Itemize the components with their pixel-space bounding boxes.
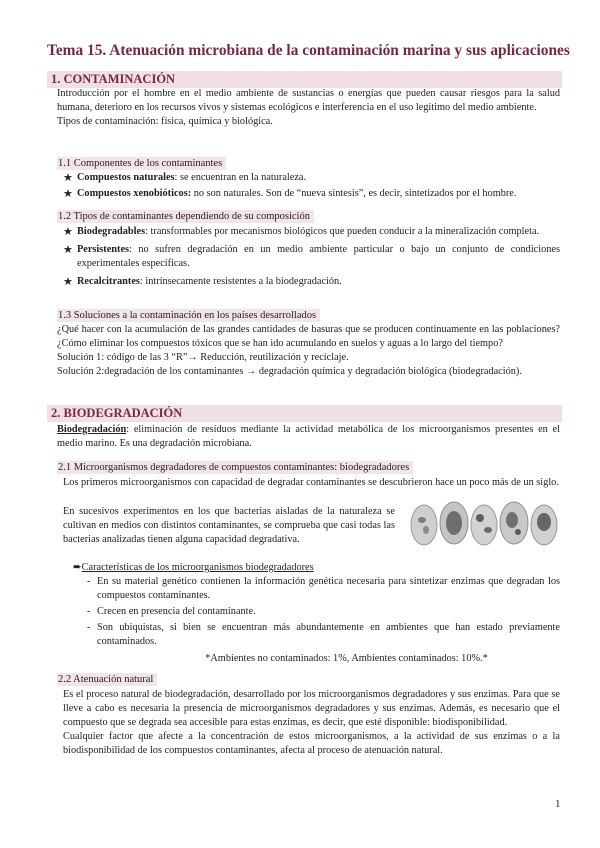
section-2-1-p1: Los primeros microorganismos con capacidad de degradar contaminantes se descubrieron hace un poco más de un siglo.: [63, 477, 559, 488]
subsection-heading-1-1: 1.1 Componentes de los contaminantes: [57, 157, 226, 170]
definition-paragraph: Biodegradación: eliminación de residuos mediante la actividad metabólica de los microorganismos presentes en el medio marino. Es una degradación microbiana.: [57, 424, 560, 449]
section-2-2-body: [63, 688, 560, 758]
list-1-2: [63, 225, 560, 289]
dash-icon: -: [87, 576, 91, 587]
list-item: ★ Compuestos naturales: se encuentran en la naturaleza.: [63, 172, 307, 184]
subsection-heading-2-2: 2.2 Atenuación natural: [57, 673, 157, 686]
paragraph: Cualquier factor que afecte a la concentración de estos microorganismos, a la actividad de sus enzimas o a la biodisponibilidad de los compuestos contaminantes, afecta al proceso de atenuación natural.: [63, 731, 560, 756]
paragraph: ¿Qué hacer con la acumulación de las grandes cantidades de basuras que se producen continuamente en las poblaciones? ¿Cómo eliminar los compuestos tóxicos que se han ido acumulando en suelos y aguas a lo largo del tiempo?: [57, 324, 560, 349]
term: Biodegradables: [77, 226, 146, 237]
paragraph: Solución 1: código de las 3 “R”→ Reducción, reutilización y reciclaje.: [57, 352, 349, 363]
star-icon: ★: [63, 172, 73, 184]
characteristics-block: [73, 561, 560, 666]
definition-term: Biodegradación: [57, 424, 127, 435]
subsection-heading-1-3: 1.3 Soluciones a la contaminación en los países desarrollados: [57, 309, 320, 322]
star-icon: ★: [63, 276, 73, 288]
paragraph: Solución 2:degradación de los contaminantes → degradación química y degradación biológica (biodegradación).: [57, 366, 522, 377]
arrow-icon: ➨: [73, 562, 82, 573]
intro-paragraph: Introducción por el hombre en el medio ambiente de sustancias o energías que pueden causar riesgos para la salud humana, deterioro en los recursos vivos y sistemas ecológicos e interferencia en el uso legítimo del medio ambiente.: [57, 88, 560, 113]
star-icon: ★: [63, 226, 73, 238]
dash-icon: -: [87, 606, 91, 617]
star-icon: ★: [63, 244, 73, 256]
dash-icon: -: [87, 622, 91, 633]
section-1-3-body: [57, 323, 560, 379]
list-item: ★ Recalcitrantes: intrínsecamente resistentes a la biodegradación.: [63, 276, 342, 288]
list-item: - En su material genético contienen la información genética necesaria para sintetizar enzimas que degradan los compuestos contaminantes.: [87, 576, 560, 601]
subsection-heading-1-2: 1.2 Tipos de contaminantes dependiendo de su composición: [57, 210, 314, 223]
list-item: ★ Compuestos xenobióticos: no son naturales. Son de “nueva síntesis”, es decir, sintetizados por el hombre.: [63, 188, 517, 200]
term: Recalcitrantes: [77, 276, 140, 287]
term: Persistentes: [77, 244, 130, 255]
list-item: - Crecen en presencia del contaminante.: [87, 606, 256, 617]
page-number: 1: [555, 798, 561, 810]
paragraph: Es el proceso natural de biodegradación, desarrollado por los microorganismos degradadores y sus enzimas. Para que se lleve a cabo es necesaria la presencia de microorganismos degradadores y sus enzimas. Además, es necesario que el compuesto que se degrada sea accesible para estas enzimas, es decir, que esté disponible: biodisponibilidad.: [63, 689, 560, 728]
list-item: - Son ubiquistas, si bien se encuentran más abundantemente en ambientes que han estado previamente contaminados.: [87, 622, 560, 647]
section-2-1-p2: En sucesivos experimentos en los que bacterias aisladas de la naturaleza se cultivan en medios con distintos contaminantes, se comprueba que casi todas las bacterias analizadas tienen alguna capacidad degradativa.: [63, 506, 395, 545]
list-1-1: [63, 171, 560, 201]
section-1-intro: [57, 87, 560, 129]
subsection-heading-2-1: 2.1 Microorganismos degradadores de compuestos contaminantes: biodegradadores: [57, 461, 413, 474]
list-item: ★ Biodegradables: transformables por mecanismos biológicos que pueden conducir a la mineralización completa.: [63, 226, 540, 238]
document-title: Tema 15. Atenuación microbiana de la contaminación marina y sus aplicaciones: [47, 42, 570, 59]
list-item: ★ Persistentes: no sufren degradación en un medio ambiente particular o bajo un conjunto de condiciones experimentales específicas.: [63, 244, 560, 269]
section-heading-biodegradacion: 2. BIODEGRADACIÓN: [47, 405, 562, 422]
tipos-paragraph: Tipos de contaminación: física, química y biológica.: [57, 116, 273, 127]
note: *Ambientes no contaminados: 1%, Ambientes contaminados: 10%.*: [205, 653, 488, 664]
term: Compuestos xenobióticos:: [77, 188, 192, 199]
bacteria-micrograph-image: [408, 496, 560, 552]
characteristics-heading: Características de los microorganismos biodegradadores: [81, 562, 314, 573]
section-heading-contaminacion: 1. CONTAMINACIÓN: [47, 71, 562, 88]
star-icon: ★: [63, 188, 73, 200]
term: Compuestos naturales: [77, 172, 175, 183]
